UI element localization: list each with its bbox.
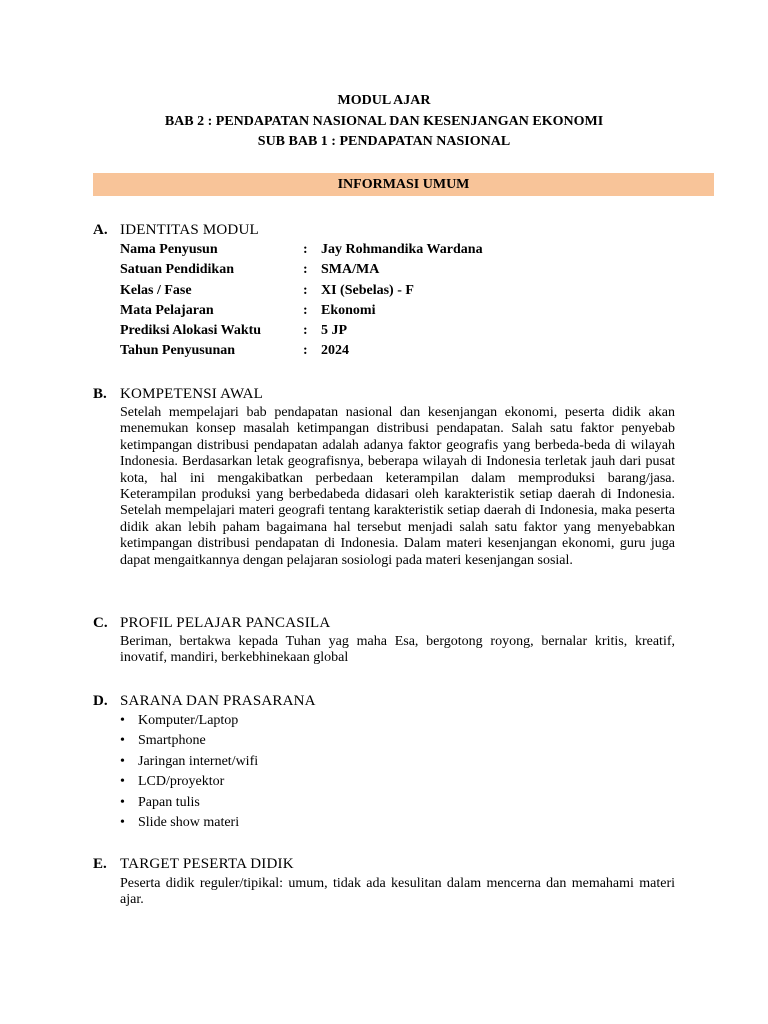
section-letter: A. — [93, 222, 108, 238]
section-letter: C. — [93, 615, 108, 631]
document-title-block — [0, 91, 768, 153]
list-item — [120, 772, 675, 792]
title-modul-ajar: MODUL AJAR — [337, 93, 431, 108]
identity-row — [120, 341, 483, 361]
identity-colon: : — [303, 242, 308, 257]
list-item — [120, 813, 675, 833]
section-title: TARGET PESERTA DIDIK — [120, 856, 294, 872]
identity-colon: : — [303, 302, 308, 318]
identity-colon: : — [303, 343, 308, 359]
list-item-text: Komputer/Laptop — [138, 713, 239, 728]
section-kompetensi-awal — [93, 384, 675, 569]
identity-table — [120, 240, 483, 362]
identity-row — [120, 240, 483, 260]
list-item — [120, 711, 675, 731]
sarana-list — [120, 711, 675, 833]
section-title: PROFIL PELAJAR PANCASILA — [120, 615, 331, 631]
list-item-text: LCD/proyektor — [138, 774, 225, 790]
section-heading — [93, 384, 675, 404]
section-title: KOMPETENSI AWAL — [120, 386, 264, 402]
section-heading — [93, 220, 675, 240]
list-item-text: Jaringan internet/wifi — [138, 753, 259, 769]
identity-row — [120, 260, 483, 280]
title-bab: BAB 2 : PENDAPATAN NASIONAL DAN KESENJANGAN EKONOMI — [164, 113, 604, 129]
identity-label: Satuan Pendidikan — [120, 262, 234, 278]
section-profil-pelajar — [93, 613, 675, 667]
profil-pelajar-text: Beriman, bertakwa kepada Tuhan yag maha Esa, bergotong royong, bernalar kritis, kreatif, inovatif, mandiri, berkebhinekaan global — [120, 634, 675, 666]
list-item — [120, 731, 675, 751]
section-heading — [93, 854, 675, 874]
identity-colon: : — [303, 323, 308, 339]
section-letter: E. — [93, 856, 107, 872]
list-item-text: Smartphone — [138, 733, 206, 749]
identity-value: XI (Sebelas) - F — [321, 282, 414, 298]
kompetensi-awal-text: Setelah mempelajari bab pendapatan nasional dan kesenjangan ekonomi, peserta didik akan menemukan konsep masalah ketimpangan distribusi pendapatan. Salah satu faktor penyebab ketimpangan distribusi pendapatan adalah adanya faktor geografis yang berbeda-beda di wilayah Indonesia. Berdasarkan letak geografisnya, beberapa wilayah di Indonesia terletak jauh dari pusat kota, hal ini mengakibatkan perbedaan keterampilan dalam memproduksi barang/jasa. Keterampilan produksi yang berbedabeda didasari oleh karakteristik setiap daerah di Indonesia. Setelah mempelajari materi geografi tentang karakteristik setiap daerah di Indonesia, maka peserta didik akan lebih paham bagaimana hal tersebut menjadi salah satu faktor yang menyebabkan ketimpangan distribusi pendapatan di Indonesia. Dalam materi kesenjangan ekonomi, guru juga dapat mengaitkannya dengan pelajaran sosiologi pada materi kesenjangan sosial. — [120, 405, 675, 568]
bullet-icon: • — [120, 733, 125, 749]
identity-value: Ekonomi — [321, 302, 376, 318]
identity-value: 5 JP — [321, 323, 348, 339]
identity-row — [120, 301, 483, 321]
bullet-icon: • — [120, 815, 125, 831]
section-title: SARANA DAN PRASARANA — [120, 693, 316, 709]
section-letter: D. — [93, 693, 108, 709]
section-sarana-prasarana — [93, 691, 675, 833]
section-target-peserta — [93, 854, 675, 909]
identity-label: Mata Pelajaran — [120, 302, 214, 318]
identity-value: 2024 — [321, 343, 349, 359]
identity-value: Jay Rohmandika Wardana — [321, 242, 483, 257]
identity-colon: : — [303, 282, 308, 298]
identity-label: Tahun Penyusunan — [120, 343, 236, 359]
identity-value: SMA/MA — [321, 262, 380, 278]
identity-label: Prediksi Alokasi Waktu — [120, 323, 262, 339]
target-peserta-text: Peserta didik reguler/tipikal: umum, tidak ada kesulitan dalam mencerna dan memahami materi ajar. — [120, 876, 675, 908]
bullet-icon: • — [120, 753, 125, 769]
title-sub-bab: SUB BAB 1 : PENDAPATAN NASIONAL — [257, 134, 511, 149]
identity-label: Kelas / Fase — [120, 282, 192, 298]
section-heading — [93, 691, 675, 711]
bullet-icon: • — [120, 713, 125, 728]
section-letter: B. — [93, 386, 107, 402]
list-item — [120, 752, 675, 772]
list-item-text: Papan tulis — [138, 794, 200, 810]
section-heading — [93, 613, 675, 633]
identity-row — [120, 321, 483, 341]
informasi-umum-banner: INFORMASI UMUM — [93, 173, 714, 196]
bullet-icon: • — [120, 794, 125, 810]
list-item-text: Slide show materi — [138, 815, 240, 831]
section-title: IDENTITAS MODUL — [120, 222, 259, 238]
identity-colon: : — [303, 262, 308, 278]
section-identitas-modul — [93, 220, 675, 362]
bullet-icon: • — [120, 774, 125, 790]
identity-label: Nama Penyusun — [120, 242, 218, 257]
identity-row — [120, 281, 483, 301]
list-item — [120, 793, 675, 813]
